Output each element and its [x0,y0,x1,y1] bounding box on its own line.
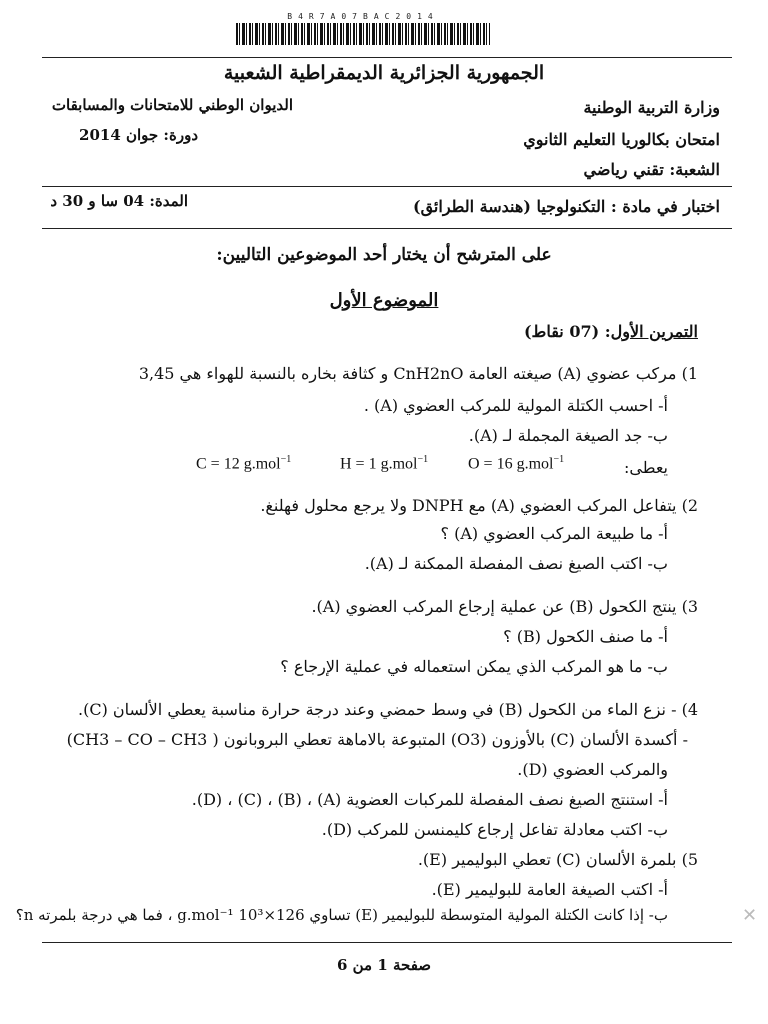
duration-label: المدة: 04 سا و 30 د [50,192,188,210]
topic-title: الموضوع الأول [329,290,439,311]
session-label: دورة: جوان 2014 [79,126,198,144]
given-carbon [196,454,291,473]
question-3b: ب- ما هو المركب الذي يمكن استعماله في عملية الإرجاع ؟ [280,657,668,676]
republic-title: الجمهورية الجزائرية الديمقراطية الشعبية [223,62,545,84]
given-label: يعطى: [623,458,668,477]
footer-rule [42,942,732,943]
given-hydrogen-value: H = 1 g.mol [340,455,418,473]
question-2: 2) يتفاعل المركب العضوي (A) مع DNPH ولا يرجع محلول فهلنغ. [260,496,698,515]
top-rule [42,57,732,58]
question-5a: أ- اكتب الصيغة العامة للبوليمير (E). [431,880,668,899]
question-1: 1) مركب عضوي (A) صيغته العامة CnH2nO و كثافة بخاره بالنسبة للهواء هي 3,45 [138,364,698,383]
question-4-line3: والمركب العضوي (D). [517,760,668,779]
exercise-title: التمرين الأول: (07 نقاط) [523,322,698,341]
given-oxygen-exp: −1 [553,454,565,465]
barcode-bars [236,23,490,45]
given-oxygen-value: O = 16 g.mol [468,455,554,473]
instruction-text: على المترشح أن يختار أحد الموضوعين التاليين: [216,245,552,265]
question-4a: أ- استنتج الصيغ نصف المفصلة للمركبات العضوية (A) ، (B) ، (C) ، (D). [191,790,668,809]
branch-label: الشعبة: تقني رياضي [583,160,720,179]
header-rule-1 [42,186,732,187]
question-4: 4) - نزع الماء من الكحول (B) في وسط حمضي وعند درجة حرارة مناسبة يعطي الألسان (C). [77,700,698,719]
given-oxygen [468,454,564,473]
question-3a: أ- ما صنف الكحول (B) ؟ [503,627,668,646]
given-carbon-value: C = 12 g.mol [196,455,281,473]
ministry-label: وزارة التربية الوطنية [583,98,720,117]
barcode [232,12,494,46]
scan-mark: ✕ [742,905,758,926]
question-1a: أ- احسب الكتلة المولية للمركب العضوي (A) . [363,396,668,415]
subject-label: اختبار في مادة : التكنولوجيا (هندسة الطرائق) [413,197,720,216]
page-number: صفحة 1 من 6 [336,956,432,974]
question-2a: أ- ما طبيعة المركب العضوي (A) ؟ [440,524,668,543]
exercise-heading: التمرين الأول [610,322,698,341]
barcode-code: B4R7A07BAC2014 [287,12,439,21]
header-rule-2 [42,228,732,229]
given-hydrogen-exp: −1 [417,454,429,465]
question-4b: ب- اكتب معادلة تفاعل إرجاع كليمنسن للمركب (D). [321,820,668,839]
question-2b: ب- اكتب الصيغ نصف المفصلة الممكنة لـ (A). [364,554,668,573]
question-5: 5) بلمرة الألسان (C) تعطي البوليمير (E). [417,850,698,869]
office-label: الديوان الوطني للامتحانات والمسابقات [51,96,293,114]
given-hydrogen [340,454,428,473]
given-carbon-exp: −1 [280,454,292,465]
question-5b: ب- إذا كانت الكتلة المولية المتوسطة للبوليمير (E) تساوي 126×10³ g.mol⁻¹ ، فما هي درجة بلمرته n؟ [15,906,668,924]
question-4-line2: - أكسدة الألسان (C) بالأوزون (O3) المتبوعة بالاماهة تعطي البروبانون ( CH3 – CO – CH3) [66,730,688,749]
question-3: 3) ينتج الكحول (B) عن عملية إرجاع المركب العضوي (A). [311,597,698,616]
exam-label: امتحان بكالوريا التعليم الثانوي [523,130,720,149]
question-1b: ب- جد الصيغة المجملة لـ (A). [468,426,668,445]
